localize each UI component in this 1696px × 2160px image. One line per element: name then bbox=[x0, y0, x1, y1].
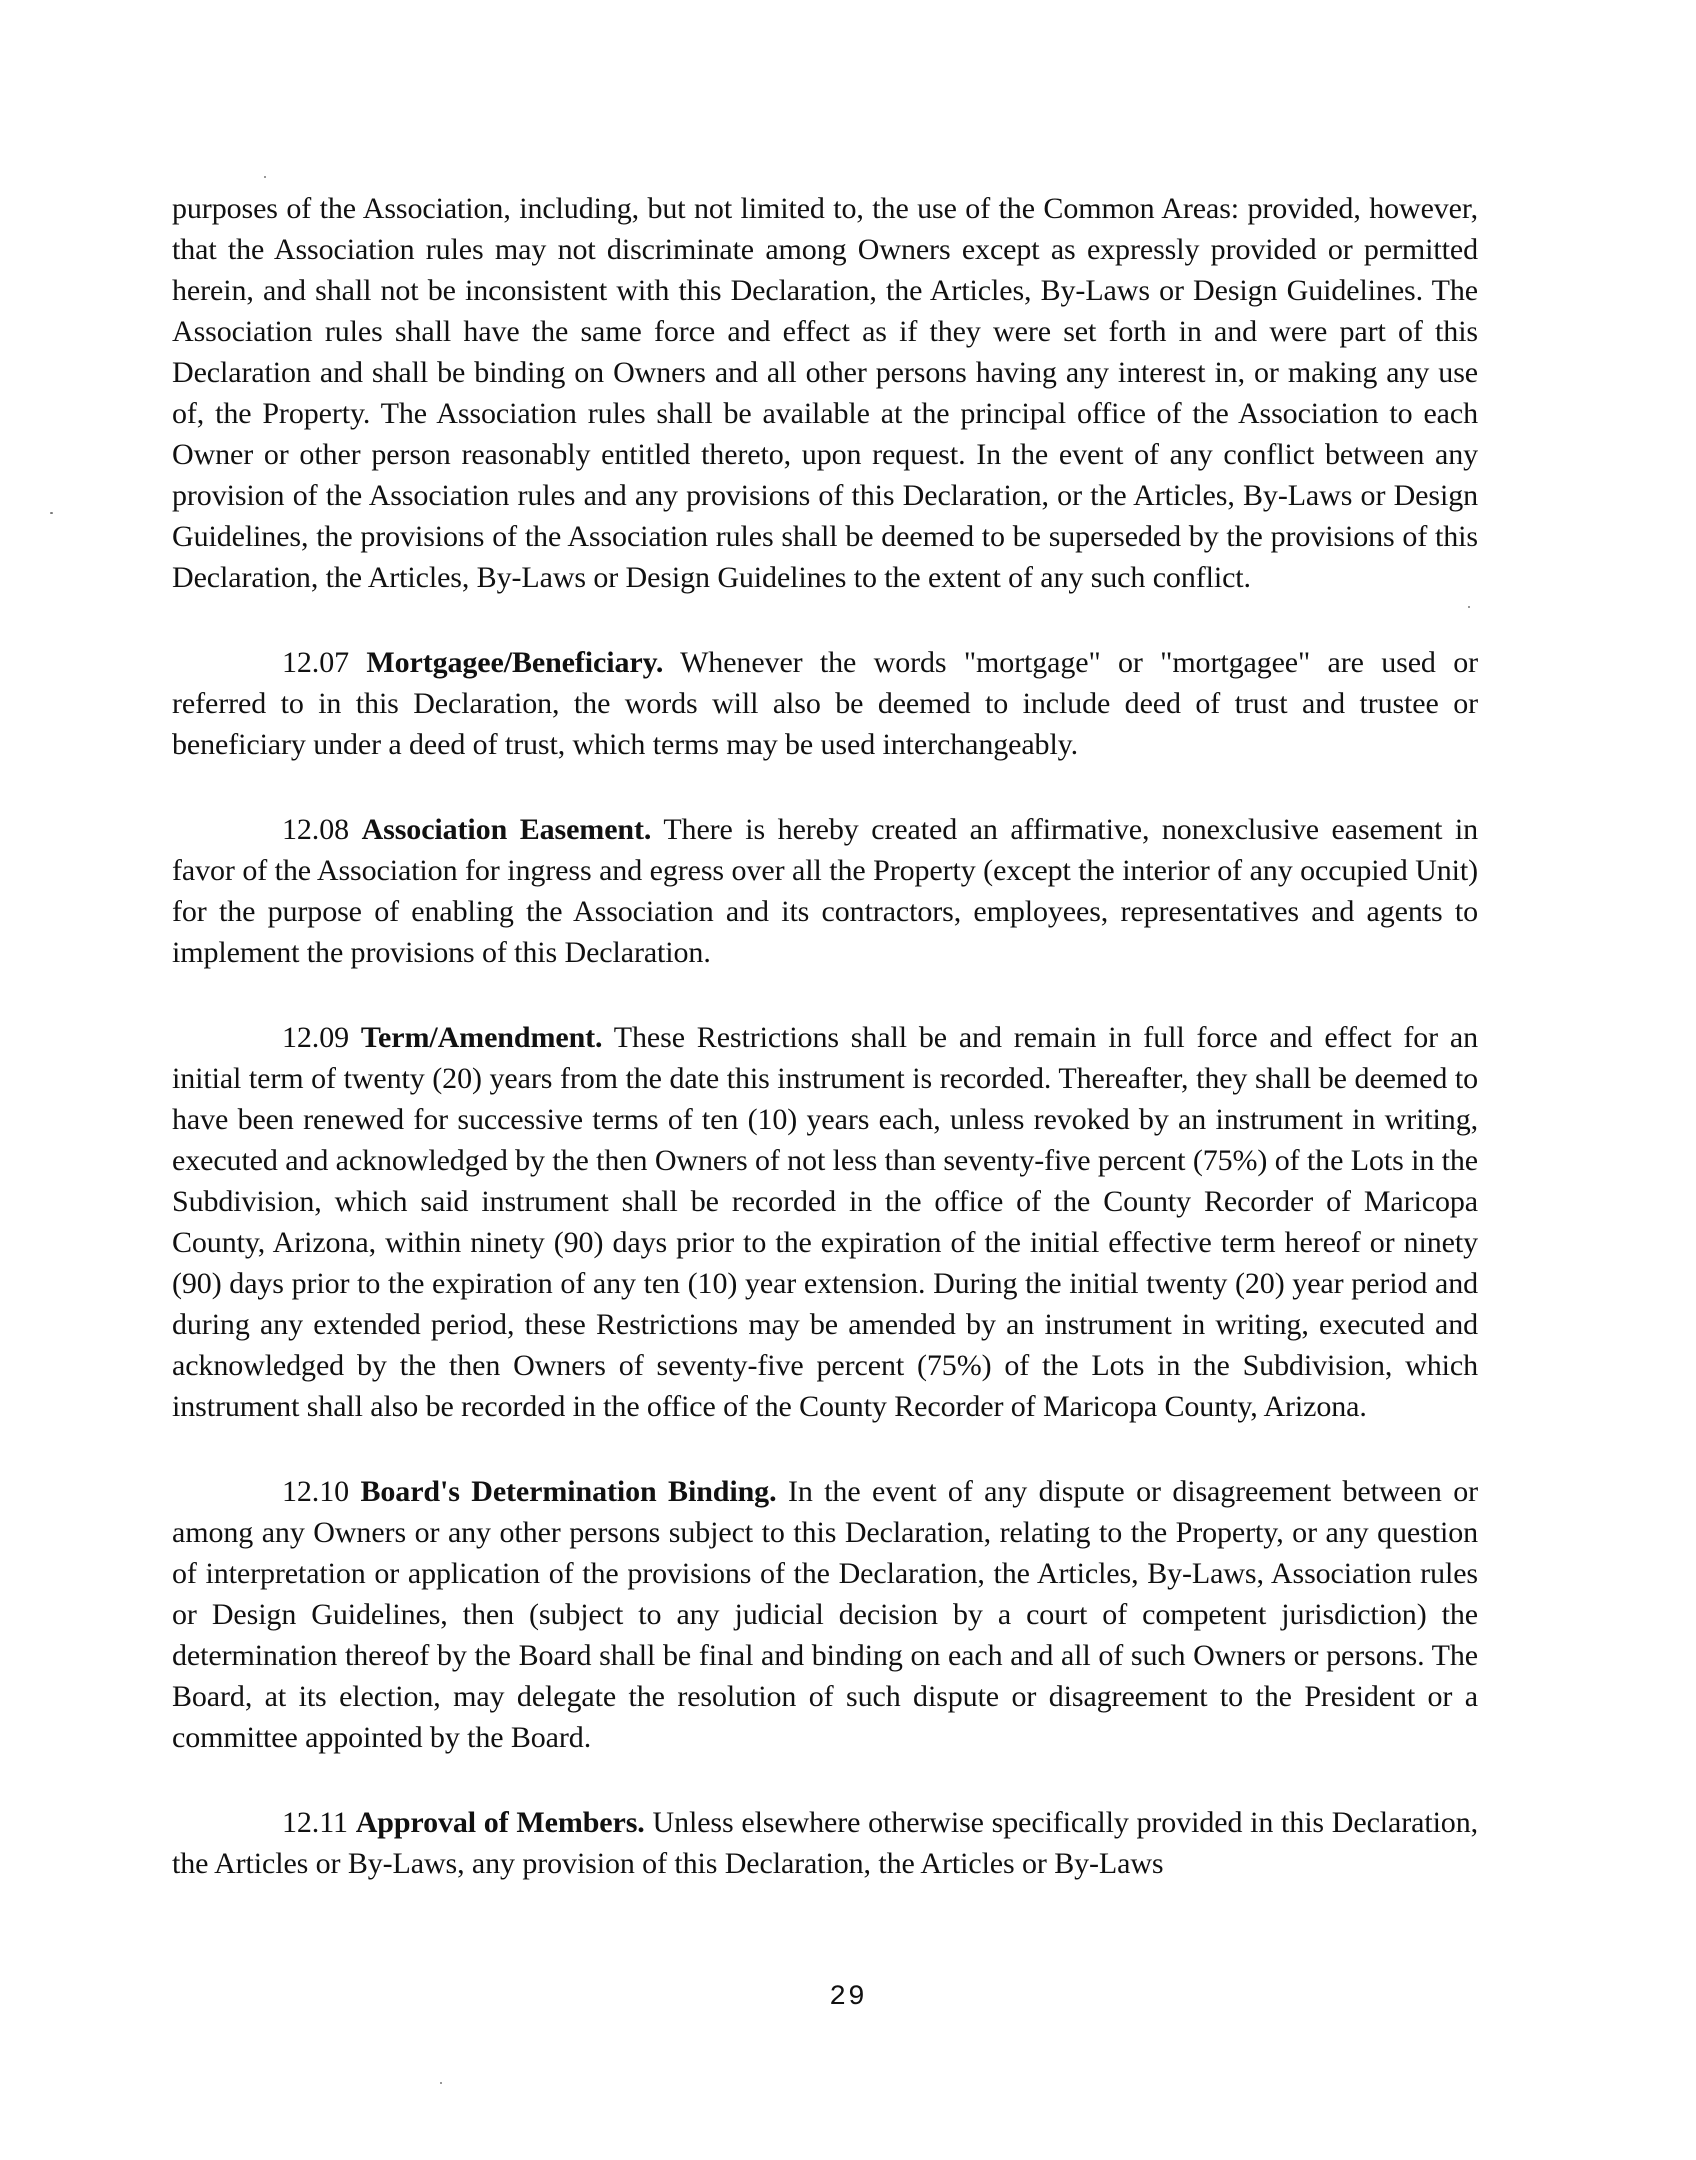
section-number: 12.08 bbox=[282, 813, 350, 846]
scan-speck bbox=[50, 512, 53, 514]
section-12-09 bbox=[172, 1017, 1478, 1427]
section-heading: Board's Determination Binding. bbox=[360, 1475, 777, 1508]
document-body bbox=[172, 188, 1478, 1928]
section-number: 12.11 bbox=[282, 1806, 348, 1839]
section-heading: Approval of Members. bbox=[355, 1806, 645, 1839]
section-text: Unless elsewhere otherwise specifically provided in this Declaration, the Articles or By-Laws, any provision of this Declaration, the Articles or By-Laws bbox=[172, 1806, 1479, 1880]
paragraph-continued bbox=[172, 188, 1478, 598]
section-heading: Term/Amendment. bbox=[360, 1021, 603, 1054]
section-number: 12.10 bbox=[282, 1475, 350, 1508]
section-heading: Association Easement. bbox=[361, 813, 652, 846]
section-text: In the event of any dispute or disagreement between or among any Owners or any other persons subject to this Declaration, relating to the Property, or any question of interpretation or application of the provisions of the Declaration, the Articles, By-Laws, Association rules or Design Guidelines, then (subject to any judicial decision by a court of competent jurisdiction) the determination thereof by the Board shall be final and binding on each and all of such Owners or persons. The Board, at its election, may delegate the resolution of such dispute or disagreement to the President or a committee appointed by the Board. bbox=[172, 1475, 1479, 1754]
section-12-07 bbox=[172, 642, 1478, 765]
section-text: These Restrictions shall be and remain in full force and effect for an initial term of twenty (20) years from the date this instrument is recorded. Thereafter, they shall be deemed to have been renewed for successive terms of ten (10) years each, unless revoked by an instrument in writing, executed and acknowledged by the then Owners of not less than seventy-five percent (75%) of the Lots in the Subdivision, which said instrument shall be recorded in the office of the County Recorder of Maricopa County, Arizona, within ninety (90) days prior to the expiration of the initial effective term hereof or ninety (90) days prior to the expiration of any ten (10) year extension. During the initial twenty (20) year period and during any extended period, these Restrictions may be amended by an instrument in writing, executed and acknowledged by the then Owners of seventy-five percent (75%) of the Lots in the Subdivision, which instrument shall also be recorded in the office of the County Recorder of Maricopa County, Arizona. bbox=[172, 1021, 1479, 1423]
section-12-11 bbox=[172, 1802, 1478, 1884]
scan-speck bbox=[440, 2082, 442, 2084]
section-12-10 bbox=[172, 1471, 1478, 1758]
page-number: 29 bbox=[829, 1982, 867, 2013]
section-heading: Mortgagee/Beneficiary. bbox=[366, 646, 664, 679]
section-number: 12.09 bbox=[282, 1021, 350, 1054]
section-text: There is hereby created an affirmative, nonexclusive easement in favor of the Association for ingress and egress over all the Property (except the interior of any occupied Unit) for the purpose of enabling the Association and its contractors, employees, representatives and agents to implement the provisions of this Declaration. bbox=[172, 813, 1479, 969]
scan-speck bbox=[264, 176, 266, 178]
section-text: Whenever the words "mortgage" or "mortgagee" are used or referred to in this Declaration, the words will also be deemed to include deed of trust and trustee or beneficiary under a deed of trust, which terms may be used interchangeably. bbox=[172, 646, 1479, 761]
paragraph-text: purposes of the Association, including, but not limited to, the use of the Common Areas: provided, however, that the Association rules may not discriminate among Owners except as expressly provided or permitted herein, and shall not be inconsistent with this Declaration, the Articles, By-Laws or Design Guidelines. The Association rules shall have the same force and effect as if they were set forth in and were part of this Declaration and shall be binding on Owners and all other persons having any interest in, or making any use of, the Property. The Association rules shall be available at the principal office of the Association to each Owner or other person reasonably entitled thereto, upon request. In the event of any conflict between any provision of the Association rules and any provisions of this Declaration, or the Articles, By-Laws or Design Guidelines, the provisions of the Association rules shall be deemed to be superseded by the provisions of this Declaration, the Articles, By-Laws or Design Guidelines to the extent of any such conflict. bbox=[172, 192, 1478, 594]
section-12-08 bbox=[172, 809, 1478, 973]
section-number: 12.07 bbox=[282, 646, 350, 679]
